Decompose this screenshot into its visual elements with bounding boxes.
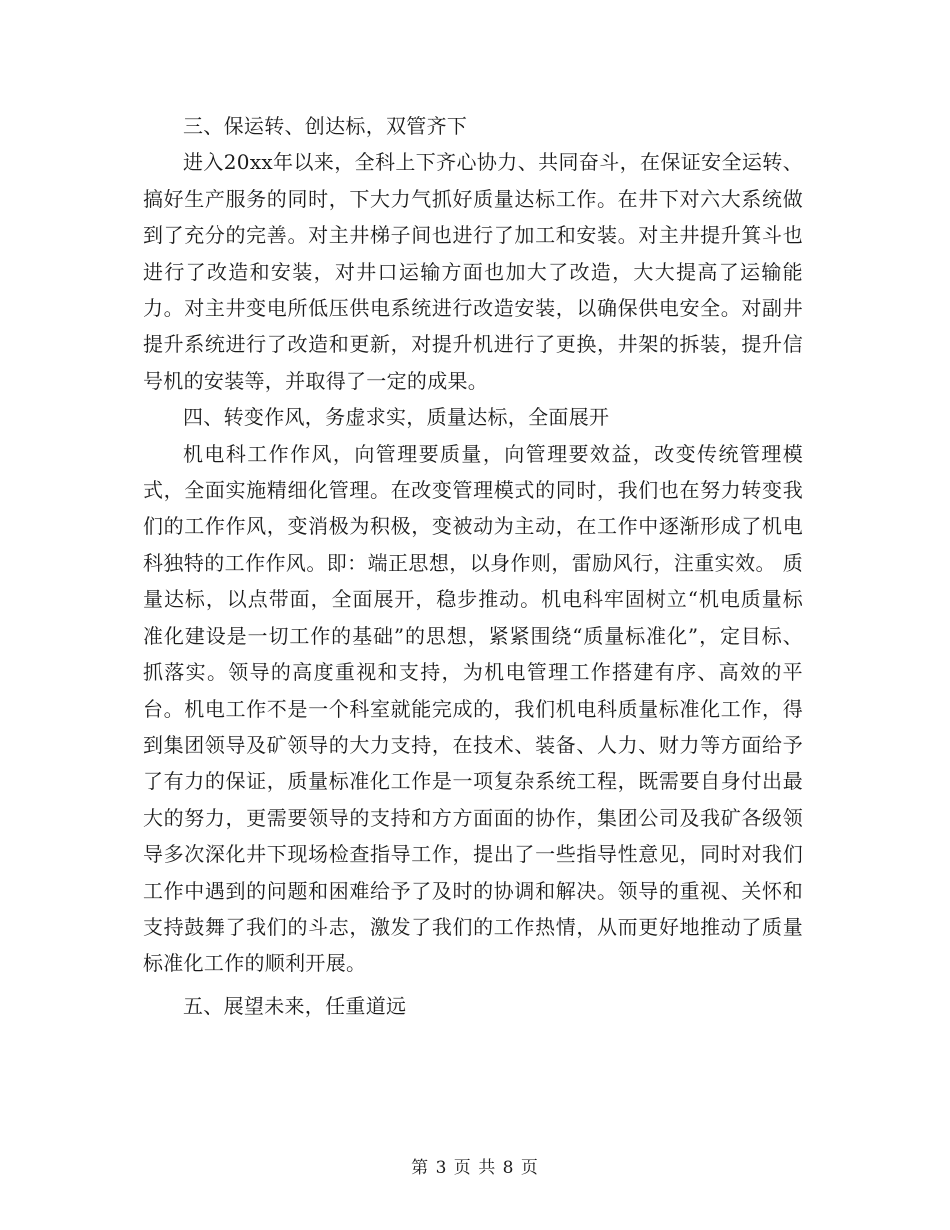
section-paragraph-4: 机电科工作作风，向管理要质量，向管理要效益，改变传统管理模式，全面实施精细化管理。在改变管理模式的同时，我们也在努力转变我们的工作作风，变消极为积极，变被动为主动，在工作中逐渐形成了机电科独特的工作作风。即：端正思想，以身作则，雷励风行，注重实效。 质量达标，以点带面，全面展开，稳步推动。机电科牢固树立“机电质量标准化建设是一切工作的基础”的思想，紧紧围绕“质量标准化”，定目标、抓落实。领导的高度重视和支持，为机电管理工作搭建有序、高效的平台。机电工作不是一个科室就能完成的，我们机电科质量标准化工作，得到集团领导及矿领导的大力支持，在技术、装备、人力、财力等方面给予了有力的保证，质量标准化工作是一项复杂系统工程，既需要自身付出最大的努力，更需要领导的支持和方方面面的协作，集团公司及我矿各级领导多次深化井下现场检查指导工作，提出了一些指导性意见，同时对我们工作中遇到的问题和困难给予了及时的协调和解决。领导的重视、关怀和支持鼓舞了我们的斗志，激发了我们的工作热情，从而更好地推动了质量标准化工作的顺利开展。 [143,441,803,976]
document-body [143,108,803,1024]
section-paragraph-3: 进入20xx年以来，全科上下齐心协力、共同奋斗，在保证安全运转、搞好生产服务的同时，下大力气抓好质量达标工作。在井下对六大系统做到了充分的完善。对主井梯子间也进行了加工和安装。对主井提升箕斗也进行了改造和安装，对井口运输方面也加大了改造，大大提高了运输能力。对主井变电所低压供电系统进行改造安装，以确保供电安全。对副井提升系统进行了改造和更新，对提升机进行了更换，井架的拆装，提升信号机的安装等，并取得了一定的成果。 [143,150,803,393]
section-heading-3: 三、保运转、创达标，双管齐下 [183,114,468,138]
page-number-footer: 第 3 页 共 8 页 [411,1158,539,1178]
section-heading-5: 五、展望未来，任重道远 [183,993,407,1018]
section-heading-4: 四、转变作风，务虚求实，质量达标，全面展开 [183,405,610,430]
